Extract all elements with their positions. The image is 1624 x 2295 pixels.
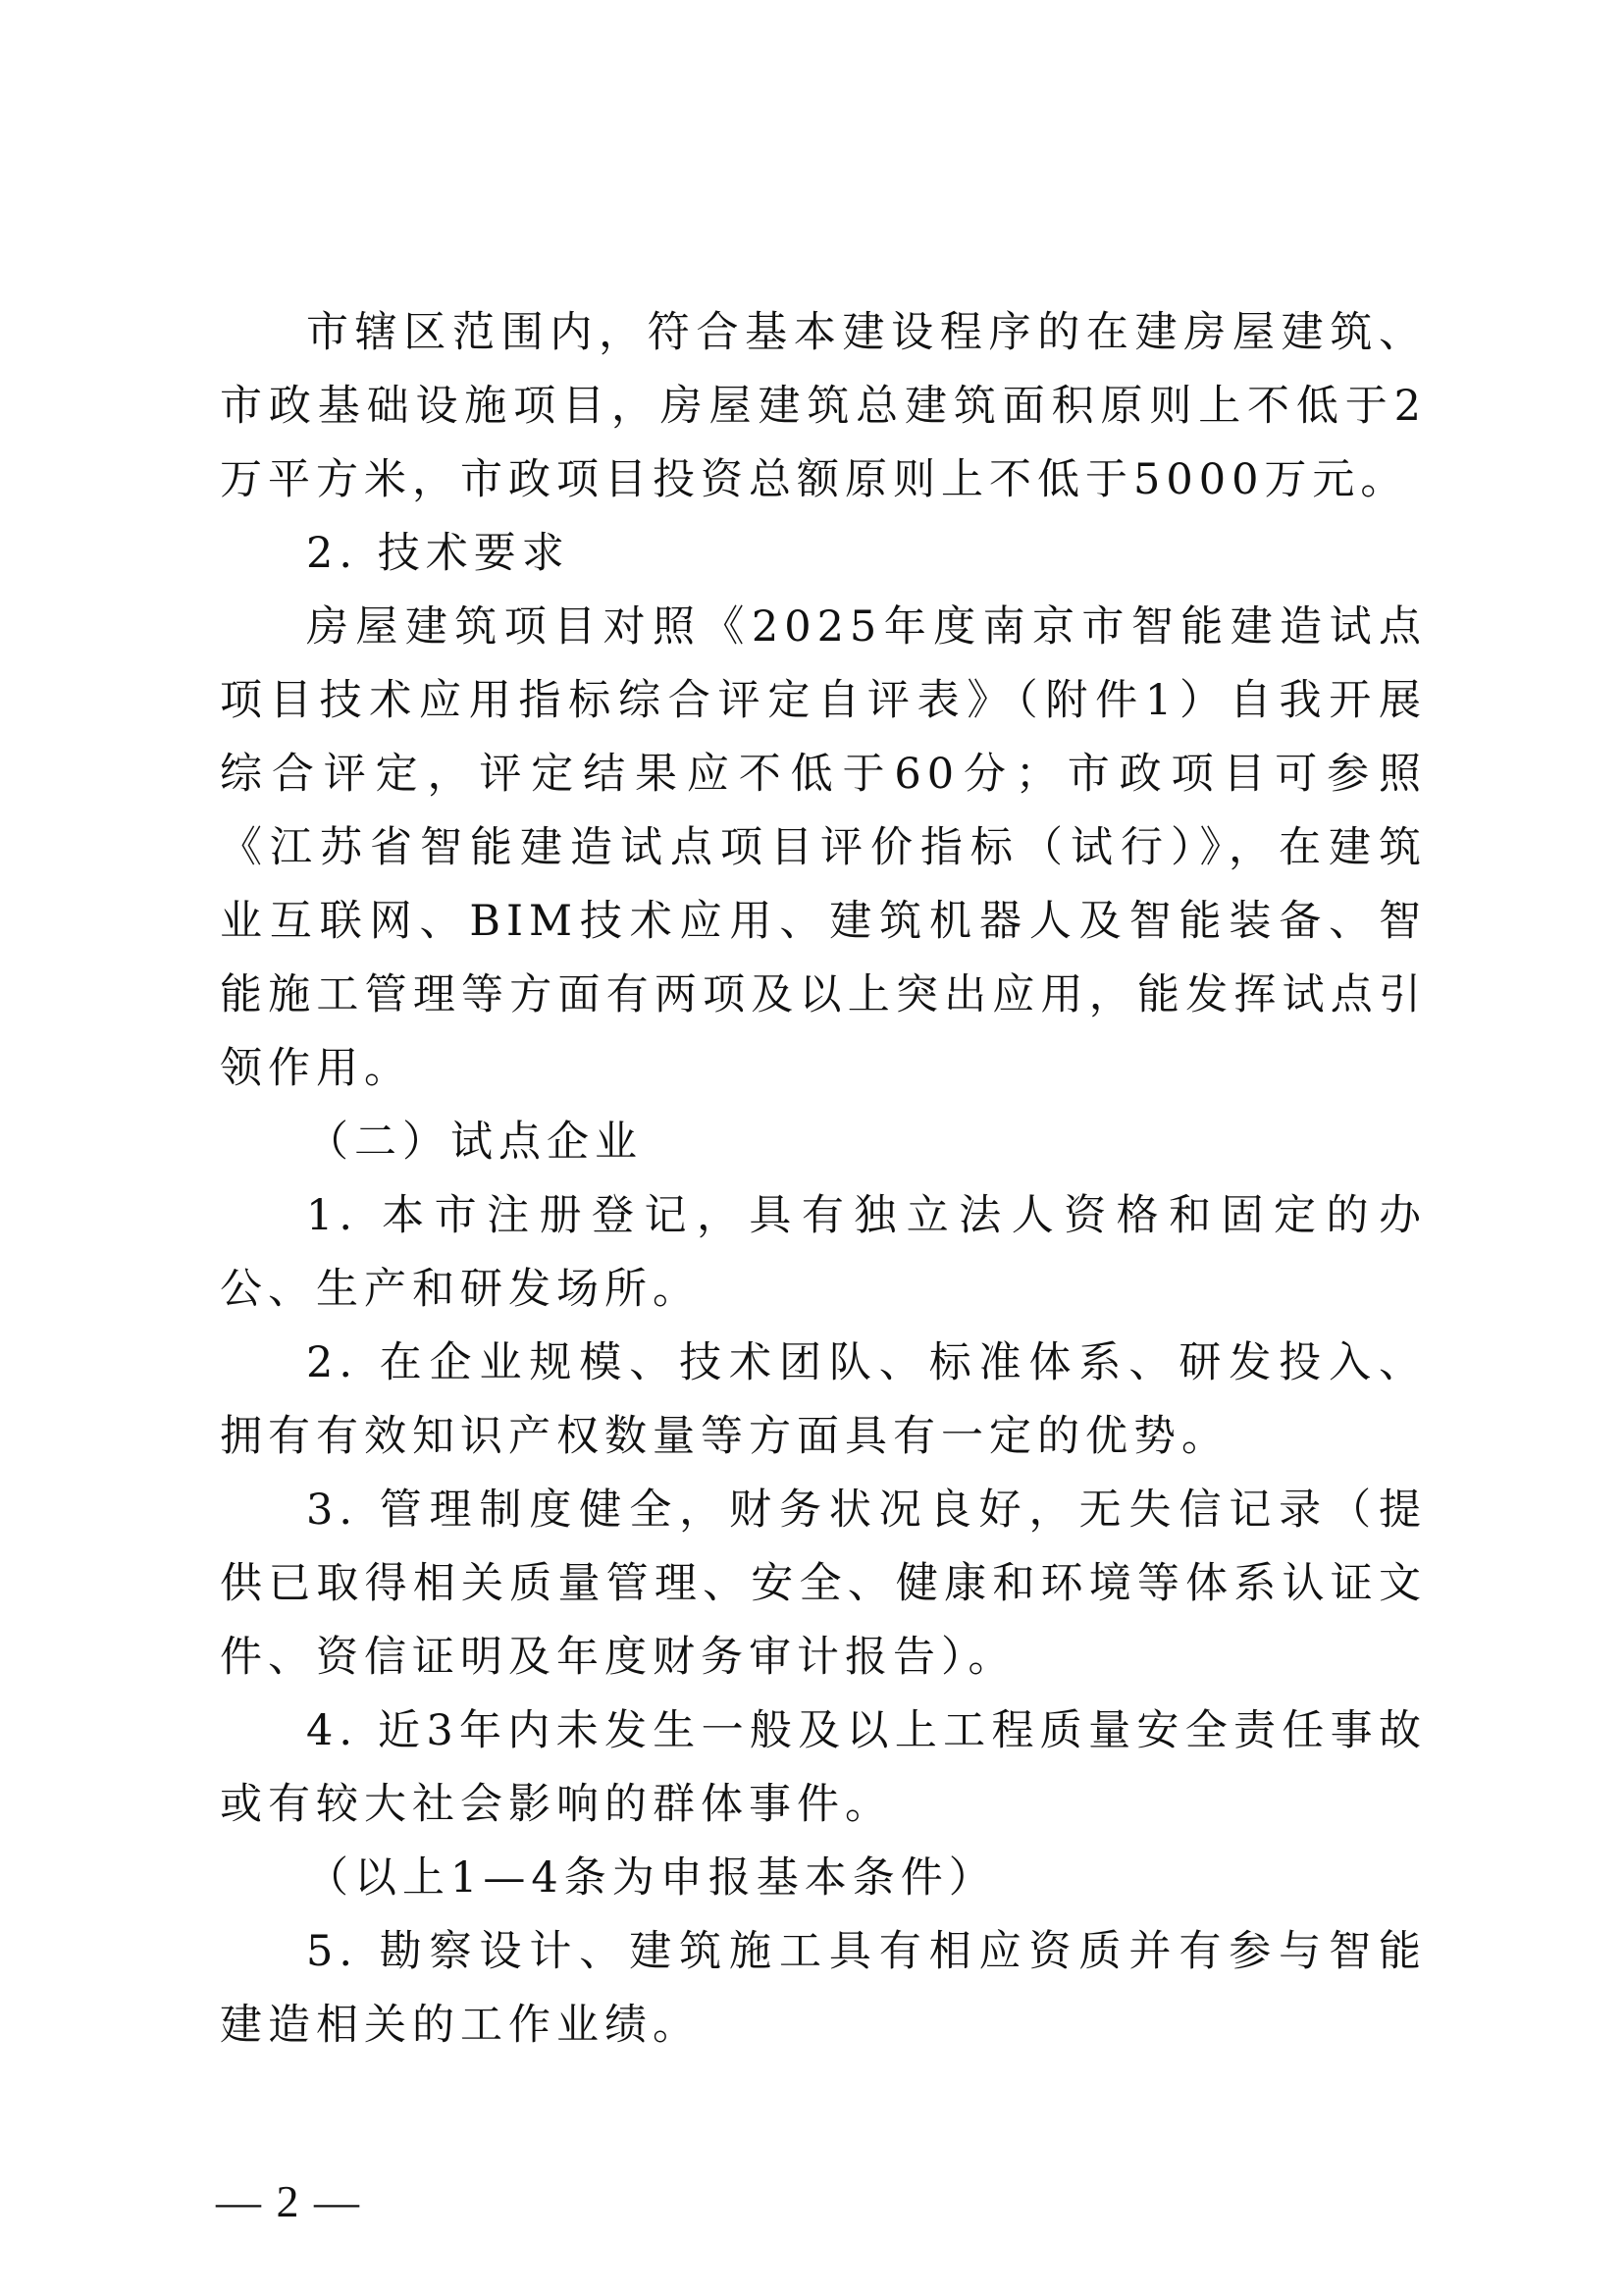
paragraph-enterprise-item-2: 2. 在企业规模、技术团队、标准体系、研发投入、拥有有效知识产权数量等方面具有一定的优势。 <box>220 1338 1427 1461</box>
paragraph-enterprise-item-1: 1. 本市注册登记，具有独立法人资格和固定的办公、生产和研发场所。 <box>220 1191 1427 1314</box>
paragraph-enterprise-item-3: 3. 管理制度健全，财务状况良好，无失信记录（提供已取得相关质量管理、安全、健康和环境等体系认证文件、资信证明及年度财务审计报告）。 <box>220 1486 1427 1682</box>
heading-pilot-enterprises: （二）试点企业 <box>306 1118 643 1167</box>
document-body <box>220 296 1427 2062</box>
heading-technical-requirements: 2. 技术要求 <box>306 529 570 578</box>
paragraph-enterprise-item-4: 4. 近3年内未发生一般及以上工程质量安全责任事故或有较大社会影响的群体事件。 <box>220 1706 1427 1829</box>
paragraph-technical-requirements: 房屋建筑项目对照《2025年度南京市智能建造试点项目技术应用指标综合评定自评表》（附件1）自我开展综合评定，评定结果应不低于60分；市政项目可参照《江苏省智能建造试点项目评价指标（试行）》，在建筑业互联网、BIM技术应用、建筑机器人及智能装备、智能施工管理等方面有两项及以上突出应用，能发挥试点引领作用。 <box>220 602 1427 1093</box>
paragraph-enterprise-item-5: 5. 勘察设计、建筑施工具有相应资质并有参与智能建造相关的工作业绩。 <box>220 1927 1427 2050</box>
paragraph-basic-conditions-note: （以上1—4条为申报基本条件） <box>306 1853 997 1903</box>
page-number: — 2 — <box>216 2176 361 2226</box>
paragraph-project-scope: 市辖区范围内，符合基本建设程序的在建房屋建筑、市政基础设施项目，房屋建筑总建筑面积原则上不低于2万平方米，市政项目投资总额原则上不低于5000万元。 <box>220 308 1427 504</box>
